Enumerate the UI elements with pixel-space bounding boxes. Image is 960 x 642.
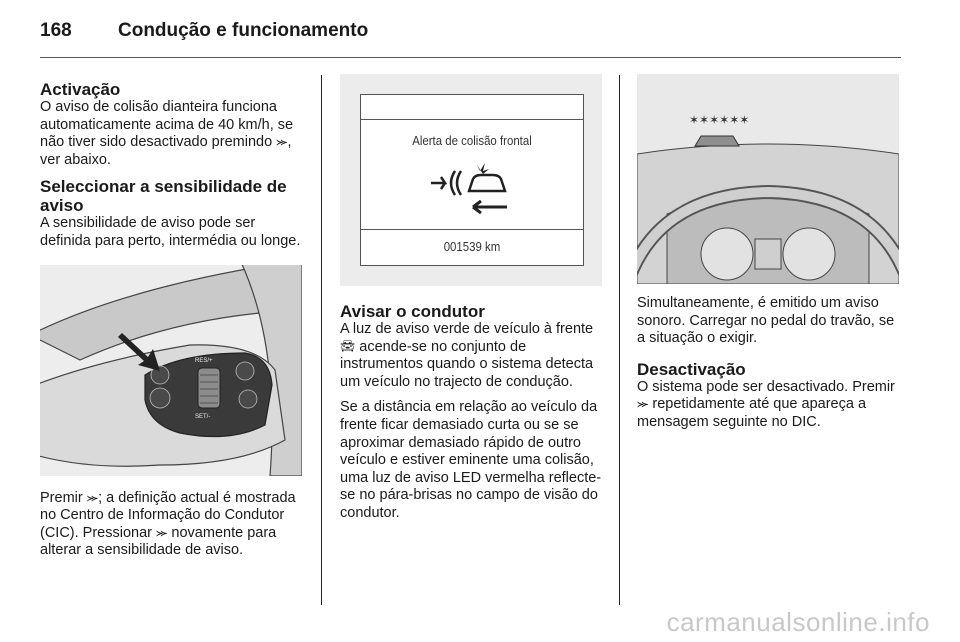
dic-screen: [360, 94, 584, 266]
dashboard-illustration: [637, 74, 899, 284]
steering-wheel-illustration: [40, 265, 302, 476]
page-number: 168: [40, 20, 72, 41]
watermark: carmanualsonline.info: [666, 607, 930, 637]
steering-wheel-figure: [40, 265, 302, 476]
dic-bottom-line: [361, 229, 583, 230]
windshield-led-figure: [637, 74, 899, 284]
page-header: [40, 20, 368, 46]
heading-activation: Activação: [40, 80, 121, 99]
column-divider-1: [321, 75, 322, 605]
paragraph-warn: A luz de aviso verde de veículo à frente 🚘︎ acende-se no conjunto de instrumentos quando o sistema detecta um veículo no trajecto de condução.: [340, 321, 594, 390]
paragraph-press: Premir ⪼; a definição actual é mostrada no Centro de Informação do Condutor (CIC). Pressionar ⪼ novamente para alterar a sensibilidade de aviso.: [40, 489, 296, 559]
collision-sensitivity-icon: ⪼: [156, 524, 168, 539]
vehicle-ahead-icon: 🚘︎: [340, 338, 356, 353]
paragraph-simultaneous: Simultaneamente, é emitido um aviso sonoro. Carregar no pedal do travão, se a situação o exigir.: [637, 295, 895, 347]
dic-odometer: 001539 km: [443, 239, 501, 254]
dic-top-line: [361, 119, 583, 120]
collision-sensitivity-icon: ⪼: [637, 396, 649, 411]
dic-title: Alerta de colisão frontal: [412, 133, 532, 148]
heading-deactivation: Desactivação: [637, 359, 746, 379]
chapter-title: Condução e funcionamento: [118, 20, 369, 41]
paragraph-distance: Se a distância em relação ao veículo da frente ficar demasiado curta ou se se aproximar demasiado rápido de outro veículo e estiver eminente uma colisão, uma luz de aviso LED vermelha reflecte-se no pára-brisas no campo de visão do condutor.: [340, 399, 602, 521]
collision-warning-icon: [427, 161, 517, 217]
paragraph-deactivation: O sistema pode ser desactivado. Premir ⪼ repetidamente até que apareça a mensagem seguinte no DIC.: [637, 378, 895, 430]
heading-warn-driver: Avisar o condutor: [340, 302, 485, 321]
heading-sensitivity: Seleccionar a sensibilidade de aviso: [40, 177, 287, 216]
column-divider-2: [619, 75, 620, 605]
set-label: SET/-: [195, 413, 211, 420]
res-label: RES/+: [195, 357, 213, 364]
column-1: [40, 80, 302, 560]
paragraph-sensitivity: A sensibilidade de aviso pode ser definida para perto, intermédia ou longe.: [40, 215, 301, 249]
collision-sensitivity-icon: ⪼: [276, 134, 288, 149]
header-rule: [40, 57, 901, 58]
dic-display-figure: [340, 74, 602, 286]
column-2: [340, 80, 602, 523]
paragraph-activation: O aviso de colisão dianteira funciona automaticamente acima de 40 km/h, se não tiver sido desactivado premindo ⪼, ver abaixo.: [40, 99, 294, 168]
column-3: [637, 80, 899, 432]
svg-text:✶✶✶✶✶✶: ✶✶✶✶✶✶: [689, 113, 750, 127]
collision-sensitivity-icon: ⪼: [86, 489, 99, 504]
